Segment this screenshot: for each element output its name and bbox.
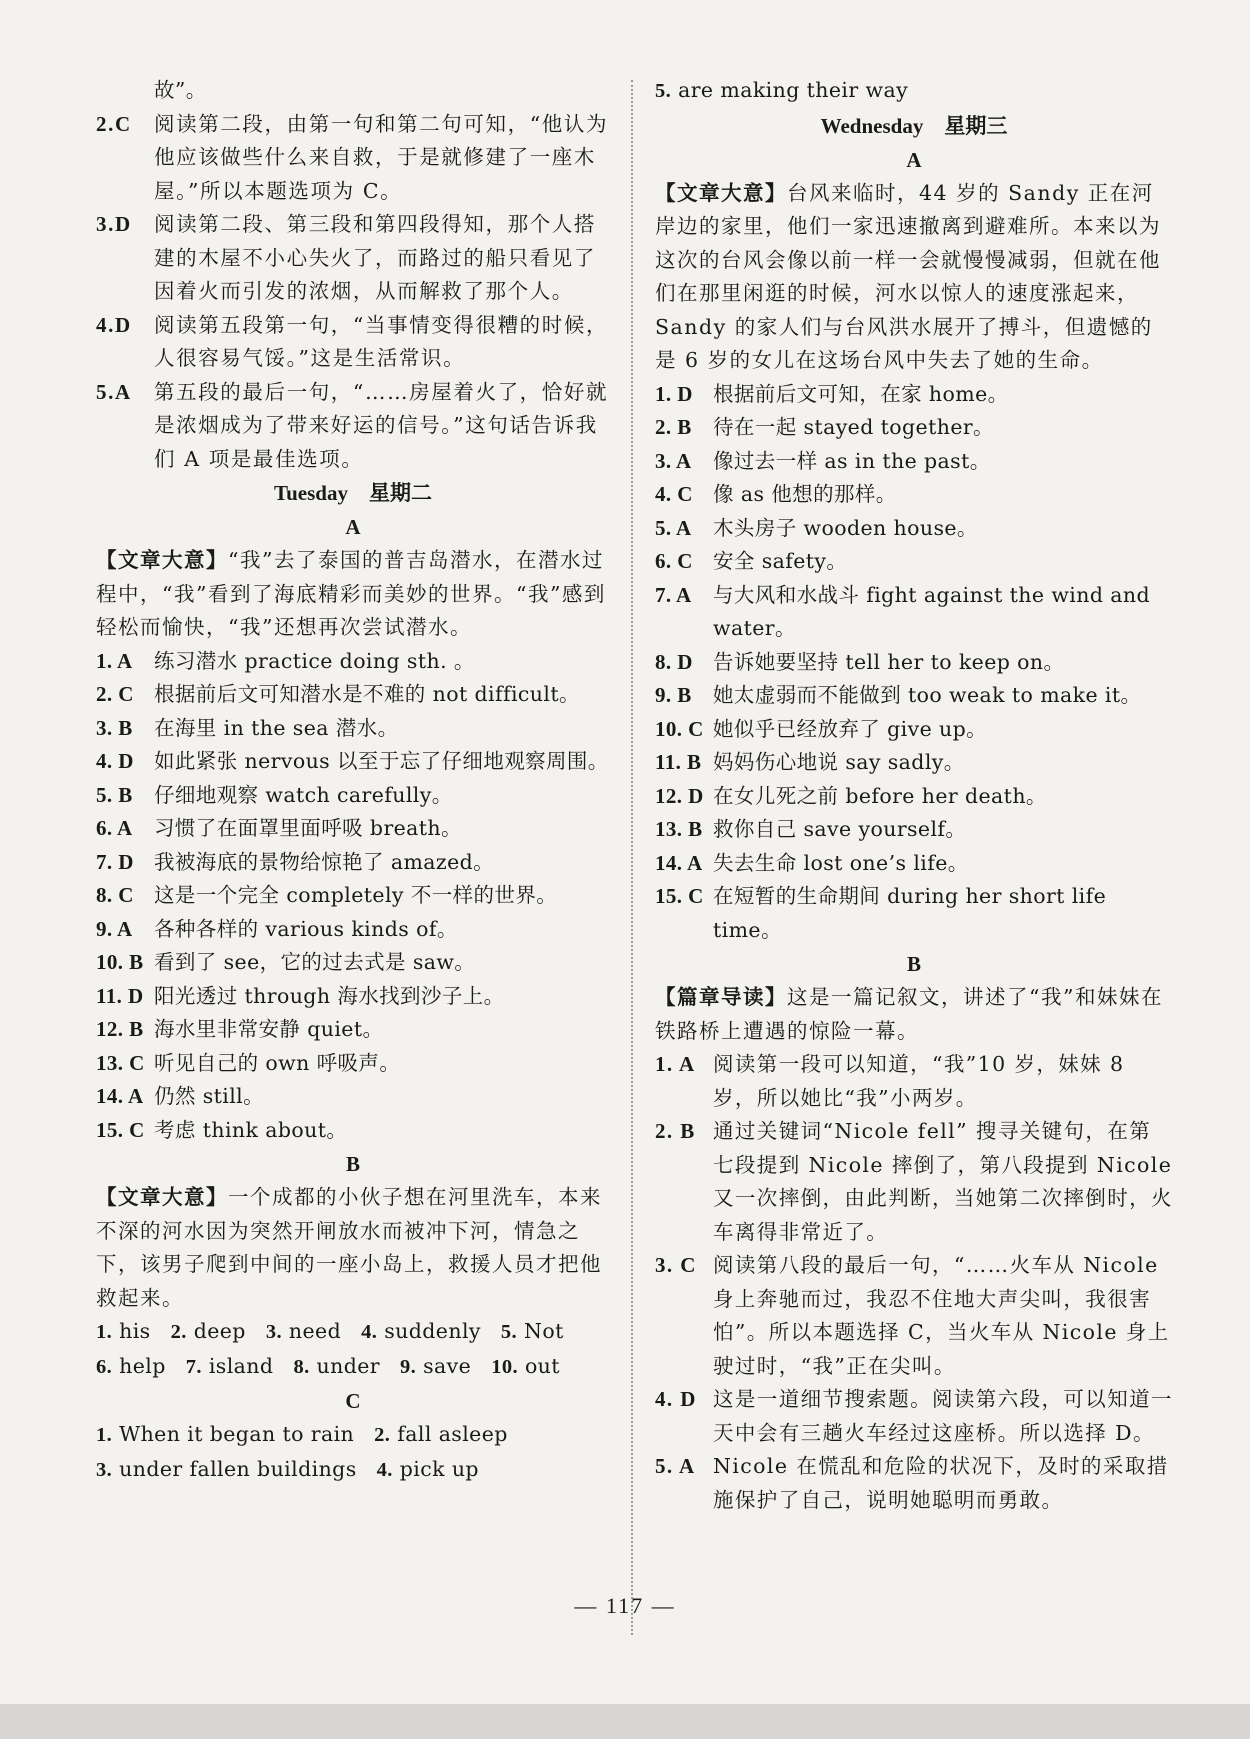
answer-explanation: 告诉她要坚持 tell her to keep on。 [713,649,1065,674]
answer-explanation: 阅读第二段、第三段和第四段得知，那个人搭建的木屋不小心失火了，而路过的船只看见了因着火而引发的浓烟，从而解救了那个人。 [154,212,596,303]
answer-item [96,846,610,880]
fill-answer: 8. under [293,1353,381,1378]
summary-tag: 【文章大意】 [96,548,228,572]
answer-item [96,1013,610,1047]
answer-number: 5. A [655,515,692,540]
answer-number: 15. C [655,884,704,908]
answer-item [96,812,610,846]
answer-explanation: 听见自己的 own 呼吸声。 [154,1050,401,1075]
answer-item [96,1047,610,1081]
article-summary [96,544,610,645]
answer-explanation: 这是一道细节搜索题。阅读第六段，可以知道一天中会有三趟火车经过这座桥。所以选择 D。 [713,1387,1173,1445]
answer-explanation: 第五段的最后一句，“……房屋着火了，恰好就是浓烟成为了带来好运的信号。”这句话告诉我们 A 项是最佳选项。 [154,379,609,471]
section-heading-c: C [345,1389,361,1413]
answer-number: 5. B [96,782,133,807]
answer-number: 4. D [96,749,134,773]
answer-explanation: 待在一起 stayed together。 [713,415,994,439]
answer-explanation: 像 as 他想的那样。 [713,482,897,506]
fill-in-answers-row [96,1418,610,1453]
section-heading-b: B [906,952,921,976]
answer-number: 13. C [96,1050,145,1075]
answer-item [655,713,1173,747]
answer-explanation: 与大风和水战斗 fight against the wind and water。 [713,582,1151,640]
answer-number: 10. C [655,716,704,741]
fill-answer: 5. Not [500,1319,564,1343]
answer-explanation: 木头房子 wooden house。 [713,515,978,540]
answer-list-b [655,1048,1173,1517]
section-heading-a: A [906,147,922,172]
fill-in-answers-row [96,1315,610,1350]
left-column [96,74,610,1487]
answer-number: 8. D [655,649,693,674]
answer-item [655,478,1173,512]
answer-number: 4. C [655,482,693,506]
answer-number: 5. A [655,1454,696,1478]
answer-number: 1. A [96,648,133,673]
answer-explanation: 她似乎已经放弃了 give up。 [713,716,988,741]
answer-number: 7. D [96,849,134,874]
answer-number: 9. A [96,916,133,941]
answer-explanation: 各种各样的 various kinds of。 [154,916,458,941]
answer-item [655,847,1173,881]
section-heading-b: B [345,1152,360,1176]
answer-item [655,378,1173,412]
answer-explanation: 如此紧张 nervous 以至于忘了仔细地观察周围。 [154,749,609,773]
fill-answer: 7. island [185,1353,274,1378]
summary-text: 这是一篇记叙文，讲述了“我”和妹妹在铁路桥上遭遇的惊险一幕。 [655,985,1163,1043]
answer-item [655,445,1173,479]
answer-explanation: 根据前后文可知，在家 home。 [713,381,1009,406]
answer-number: 3. C [655,1253,697,1277]
answer-number: 2. C [96,682,134,706]
answer-number: 14. A [655,850,703,875]
answer-explanation: 考虑 think about。 [154,1117,348,1142]
answer-item [655,411,1173,445]
summary-text: “我”去了泰国的普吉岛潜水，在潜水过程中，“我”看到了海底精彩而美妙的世界。“我”感到轻松而愉快，“我”还想再次尝试潜水。 [96,548,606,639]
answer-number: 11. D [96,983,144,1008]
day-heading-tuesday: Tuesday 星期二 [274,481,432,505]
answer-item [655,1048,1173,1115]
answer-number: 10. B [96,950,144,974]
answer-number: 15. C [96,1117,145,1142]
answer-item [655,780,1173,814]
summary-tag: 【文章大意】 [655,180,787,205]
answer-explanation: 阅读第一段可以知道，“我”10 岁，妹妹 8 岁，所以她比“我”小两岁。 [713,1052,1125,1110]
answer-number: 3. A [655,448,692,473]
answer-explanation: 这是一个完全 completely 不一样的世界。 [154,883,558,907]
answer-number: 1. D [655,381,693,406]
summary-tag: 【篇章导读】 [655,985,787,1009]
fill-answer: 4. pick up [376,1456,479,1481]
page-number: — 117 — [574,1593,676,1618]
scan-edge-band [0,1704,1250,1739]
answer-item [96,208,610,309]
article-summary [96,1181,610,1315]
answer-number: 14. A [96,1084,144,1108]
answer-item [96,712,610,746]
answer-number: 4.D [96,312,132,337]
answer-explanation: 根据前后文可知潜水是不难的 not difficult。 [154,682,580,706]
answer-item [96,645,610,679]
answer-number: 2.C [96,111,132,136]
article-summary [655,981,1173,1048]
answer-explanation: 阳光透过 through 海水找到沙子上。 [154,983,505,1008]
answer-number: 7. A [655,582,692,607]
answer-number: 11. B [655,750,702,774]
answer-explanation: 海水里非常安静 quiet。 [154,1017,384,1041]
answer-explanation: 练习潜水 practice doing sth. 。 [154,648,475,673]
answer-number: 8. C [96,883,134,907]
answer-item [655,679,1173,713]
fill-in-answers-row [96,1453,610,1488]
fill-answer: 10. out [491,1353,560,1378]
answer-item [655,545,1173,579]
summary-text: 台风来临时，44 岁的 Sandy 正在河岸边的家里，他们一家迅速撤离到避难所。本来以为这次的台风会像以前一样一会就慢慢减弱，但就在他们在那里闲逛的时候，河水以惊人的速度涨起来，Sandy 的家人们与台风洪水展开了搏斗，但遗憾的是 6 岁的女儿在这场台风中失去了她的生命。 [655,180,1161,372]
answer-item [96,678,610,712]
answer-explanation: 阅读第二段，由第一句和第二句可知，“他认为他应该做些什么来自救，于是就修建了一座木屋。”所以本题选项为 C。 [154,111,609,203]
answer-explanation: 我被海底的景物给惊艳了 amazed。 [154,849,495,874]
answer-number: 2. B [655,415,692,439]
answer-number: 3. B [96,715,133,740]
answer-item [96,913,610,947]
answer-explanation: 像过去一样 as in the past。 [713,448,991,473]
answer-item [96,108,610,209]
answer-item [655,512,1173,546]
answer-explanation: 在女儿死之前 before her death。 [713,783,1047,808]
answer-item [96,1080,610,1114]
answer-number: 9. B [655,683,692,707]
answer-number: 6. C [655,549,693,573]
answer-explanation: 看到了 see，它的过去式是 saw。 [154,950,476,974]
answer-explanation: 妈妈伤心地说 say sadly。 [713,750,965,774]
answer-list-a [96,645,610,1148]
fill-in-answers-row [96,1350,610,1385]
answer-explanation: 阅读第五段第一句，“当事情变得很糟的时候，人很容易气馁。”这是生活常识。 [154,312,609,370]
answer-item [655,813,1173,847]
answer-number: 1. A [655,1052,696,1076]
answer-item [655,1383,1173,1450]
answer-item [655,1450,1173,1517]
fill-answer: 9. save [400,1353,472,1378]
answer-item [655,646,1173,680]
answer-explanation: 在短暂的生命期间 during her short life time。 [713,884,1107,942]
answer-explanation: Nicole 在慌乱和危险的状况下，及时的采取措施保护了自己，说明她聪明而勇敢。 [713,1454,1169,1512]
answer-number: 3.D [96,212,132,236]
fill-answer: 4. suddenly [361,1319,481,1343]
answer-number: 2. B [655,1119,696,1143]
summary-tag: 【文章大意】 [96,1185,228,1209]
answer-number: 13. B [655,817,703,841]
column-divider [631,80,633,1635]
summary-text: 一个成都的小伙子想在河里洗车，本来不深的河水因为突然开闸放水而被冲下河，情急之下，该男子爬到中间的一座小岛上，救援人员才把他救起来。 [96,1185,602,1310]
fill-answer: 5. are making their way [655,78,909,102]
answer-item [96,879,610,913]
answer-explanation: 习惯了在面罩里面呼吸 breath。 [154,816,462,840]
answer-explanation: 安全 safety。 [713,549,848,573]
answer-list-a [655,378,1173,948]
answer-item [655,880,1173,947]
answer-item [96,946,610,980]
answer-item [655,579,1173,646]
answer-item [96,745,610,779]
answer-item [96,980,610,1014]
answer-item [655,1249,1173,1383]
answer-item [96,1114,610,1148]
answer-explanation: 仔细地观察 watch carefully。 [154,782,453,807]
answer-explanation: 通过关键词“Nicole fell” 搜寻关键句，在第七段提到 Nicole 摔倒了，第八段提到 Nicole 又一次摔倒，由此判断，当她第二次摔倒时，火车离得非常近了。 [713,1119,1173,1244]
answer-item [96,309,610,376]
answer-explanation: 阅读第八段的最后一句，“……火车从 Nicole 身上奔驰而过，我忍不住地大声尖叫，我很害怕”。所以本题选择 C，当火车从 Nicole 身上驶过时，“我”正在尖叫。 [713,1253,1170,1378]
answer-number: 12. D [655,783,704,808]
section-heading-a: A [345,515,361,539]
answer-explanation: 救你自己 save yourself。 [713,817,967,841]
fill-answer: 1. When it began to rain [96,1422,355,1446]
fill-answer: 1. his [96,1319,151,1343]
fill-in-answers-row [655,74,1173,109]
fill-answer: 6. help [96,1353,166,1378]
fill-answer: 2. deep [170,1319,246,1343]
answer-item [96,376,610,477]
answer-explanation: 在海里 in the sea 潜水。 [154,715,399,740]
continued-text: 故”。 [154,78,207,102]
answer-number: 6. A [96,816,133,840]
answer-number: 12. B [96,1017,144,1041]
answer-item [655,746,1173,780]
answer-item [655,1115,1173,1249]
answer-explanation: 失去生命 lost one’s life。 [713,850,969,875]
answer-explanation: 她太虚弱而不能做到 too weak to make it。 [713,683,1142,707]
fill-answer: 3. need [265,1319,342,1343]
article-summary [655,177,1173,378]
answer-number: 5.A [96,379,132,404]
answer-explanation: 仍然 still。 [154,1084,265,1108]
right-column [655,74,1173,1517]
answer-item [96,779,610,813]
fill-answer: 3. under fallen buildings [96,1456,357,1481]
fill-answer: 2. fall asleep [374,1422,508,1446]
answer-number: 4. D [655,1387,697,1411]
day-heading-wednesday: Wednesday 星期三 [820,113,1008,138]
